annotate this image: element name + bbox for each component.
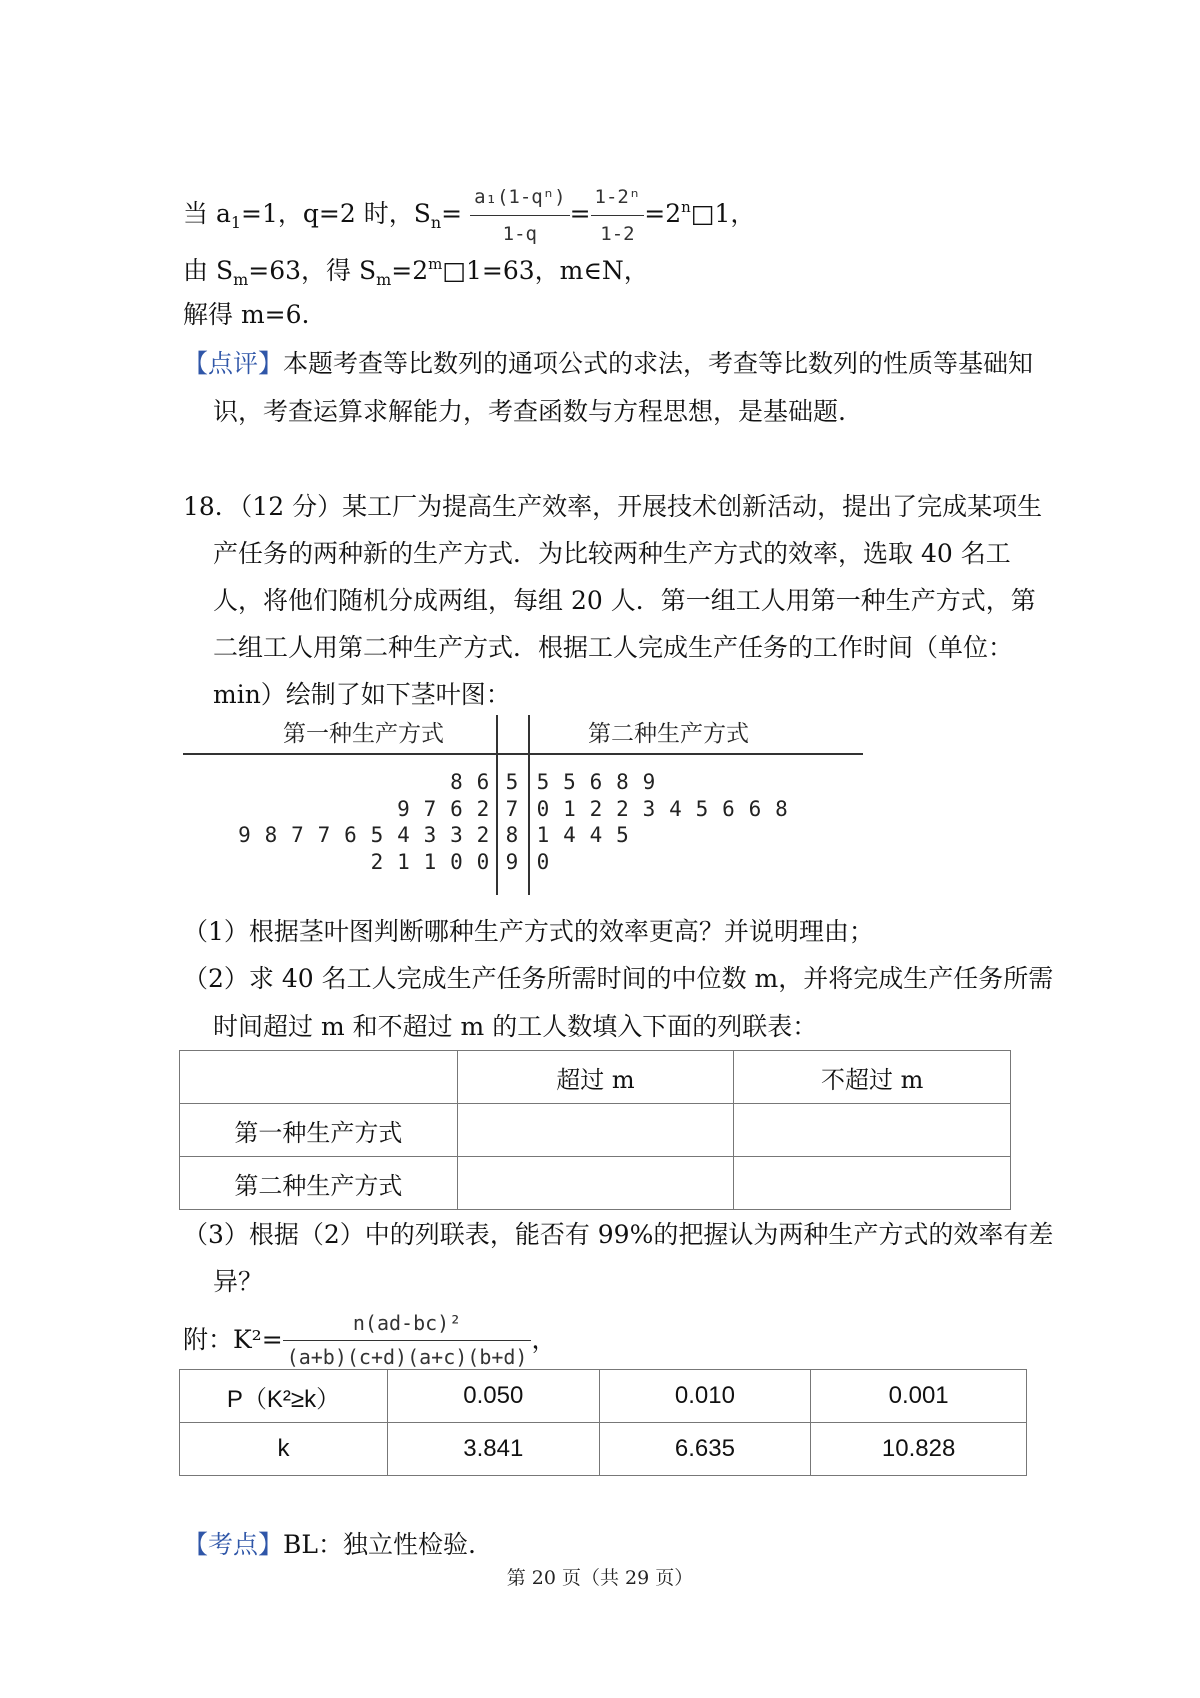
left-leaf: 7 (423, 796, 437, 821)
kaodian-line: 【考点】BL：独立性检验. (183, 1530, 476, 1559)
right-leaf: 5 (616, 823, 629, 847)
left-leaf: 1 (397, 849, 410, 874)
left-leaf: 7 (317, 823, 331, 847)
problem-line-3: 人，将他们随机分成两组，每组 20 人．第一组工人用第一种生产方式，第 (213, 586, 1036, 615)
review-tag: 【点评】 (183, 349, 284, 378)
left-leaf: 8 (450, 770, 463, 794)
subscript: 1 (230, 213, 242, 232)
table-header: 超过 m (457, 1051, 734, 1104)
left-leaf: 2 (370, 849, 384, 874)
right-leaf: 5 (536, 770, 550, 794)
problem-line-2: 产任务的两种新的生产方式．为比较两种生产方式的效率，选取 40 名工 (213, 539, 1011, 568)
table-cell: 0.001 (811, 1370, 1027, 1423)
text: =2 (644, 199, 682, 228)
solution-line-2: 由 $S_m=63$，得 $S_m=2^m□1=63$，m∈N， (183, 255, 649, 289)
right-leaf: 1 (563, 796, 576, 821)
left-leaf: 9 (397, 796, 410, 821)
solution-line-3: 解得 m=6. (183, 300, 310, 329)
left-leaf: 0 (450, 849, 463, 874)
right-leaf: 4 (563, 823, 576, 847)
table-row-label: 第一种生产方式 (180, 1104, 458, 1157)
right-leaf: 0 (536, 849, 550, 874)
stem-value: 8 (505, 823, 519, 847)
critical-value-table (179, 1369, 1027, 1476)
right-leaf: 6 (722, 796, 735, 821)
question-1: （1）根据茎叶图判断哪种生产方式的效率更高？并说明理由； (183, 917, 874, 946)
subscript: n (430, 213, 442, 232)
right-leaf: 3 (642, 796, 656, 821)
header-rule (183, 753, 863, 755)
left-leaf: 2 (476, 823, 490, 847)
stem-leaf-plot (183, 715, 863, 905)
right-leaf: 6 (589, 770, 603, 794)
table-row-label: 第二种生产方式 (180, 1157, 458, 1210)
review-line-1: 【点评】本题考查等比数列的通项公式的求法，考查等比数列的性质等基础知 (183, 349, 1034, 378)
table-cell: P（K²≥k） (180, 1370, 388, 1423)
right-leaf: 4 (669, 796, 682, 821)
left-leaf: 8 (264, 823, 278, 847)
left-header: 第一种生产方式 (283, 721, 444, 747)
review-line-2: 识，考查运算求解能力，考查函数与方程思想，是基础题. (213, 397, 846, 426)
right-leaf: 4 (589, 823, 603, 847)
right-leaf: 2 (589, 796, 603, 821)
problem-line-4: 二组工人用第二种生产方式．根据工人完成生产任务的工作时间（单位： (213, 633, 1014, 662)
question-2-line-1: （2）求 40 名工人完成生产任务所需时间的中位数 m，并将完成生产任务所需 (183, 964, 1054, 993)
right-leaf: 5 (695, 796, 709, 821)
text: =1，q=2 时，S (241, 199, 431, 228)
left-leaf: 1 (423, 849, 437, 874)
table-cell-empty (457, 1104, 734, 1157)
fraction-numeric: $\frac{\text{1-2ⁿ}}{1-2}$ (591, 180, 645, 251)
right-leaf: 8 (775, 796, 788, 821)
table-cell-empty (734, 1157, 1011, 1210)
kaodian-tag: 【考点】 (183, 1530, 284, 1559)
table-cell: 0.010 (599, 1370, 811, 1423)
table-cell: 0.050 (388, 1370, 600, 1423)
question-3-line-2: 异？ (213, 1267, 264, 1296)
left-leaf: 6 (476, 770, 490, 794)
table-cell-empty (457, 1157, 734, 1210)
page-footer: 第 20 页（共 29 页） (506, 1567, 694, 1589)
contingency-table (179, 1050, 1011, 1210)
left-leaf: 3 (450, 823, 463, 847)
stem-value: 7 (505, 796, 519, 821)
right-leaf: 2 (616, 796, 629, 821)
appendix-formula: 附：K²= $\frac{\text{n(ad-bc)²}}{(a+b)(c+d)(a+c)(b+d)}$ ， (183, 1308, 557, 1372)
table-cell-empty (180, 1051, 458, 1104)
left-leaf: 2 (476, 796, 490, 821)
right-header: 第二种生产方式 (588, 721, 749, 747)
question-3-line-1: （3）根据（2）中的列联表，能否有 99%的把握认为两种生产方式的效率有差 (183, 1220, 1054, 1249)
left-leaf: 7 (291, 823, 304, 847)
left-leaf: 0 (476, 849, 490, 874)
fraction-sum-formula: $\frac{\text{a₁(1-qⁿ)}}{1-q}$ (470, 180, 570, 251)
table-cell: 6.635 (599, 1423, 811, 1476)
text: = (441, 199, 463, 228)
left-leaf: 5 (370, 823, 384, 847)
table-cell-empty (734, 1104, 1011, 1157)
table-cell: 3.841 (388, 1423, 600, 1476)
left-leaf: 3 (423, 823, 437, 847)
left-leaf: 6 (450, 796, 463, 821)
stem-value: 5 (505, 770, 519, 794)
chi-square-fraction: $\frac{\text{n(ad-bc)²}}{(a+b)(c+d)(a+c)(b+d)}$ (283, 1308, 532, 1372)
table-header: 不超过 m (734, 1051, 1011, 1104)
left-leaf: 6 (344, 823, 357, 847)
stem-value: 9 (505, 849, 519, 874)
text: 当 a (183, 199, 231, 228)
table-cell: 10.828 (811, 1423, 1027, 1476)
solution-line-1: 当 $a_1=1$，q=2 时，$S_n=$ $\frac{\text{a₁(1-qⁿ)}}{1-q}$ = $\frac{\text{1-2ⁿ}}{1-2}$ $=2^n□1$， (183, 180, 755, 251)
problem-line-1: 18．（12 分）某工厂为提高生产效率，开展技术创新活动，提出了完成某项生 (183, 492, 1043, 521)
question-2-line-2: 时间超过 m 和不超过 m 的工人数填入下面的列联表： (213, 1012, 818, 1041)
right-leaf: 0 (536, 796, 550, 821)
right-leaf: 8 (616, 770, 629, 794)
right-leaf: 1 (536, 823, 550, 847)
right-leaf: 6 (748, 796, 762, 821)
table-cell: k (180, 1423, 388, 1476)
left-leaf: 9 (238, 823, 251, 847)
problem-line-5: min）绘制了如下茎叶图： (213, 680, 511, 709)
right-leaf: 5 (563, 770, 576, 794)
right-leaf: 9 (642, 770, 656, 794)
left-leaf: 4 (397, 823, 410, 847)
